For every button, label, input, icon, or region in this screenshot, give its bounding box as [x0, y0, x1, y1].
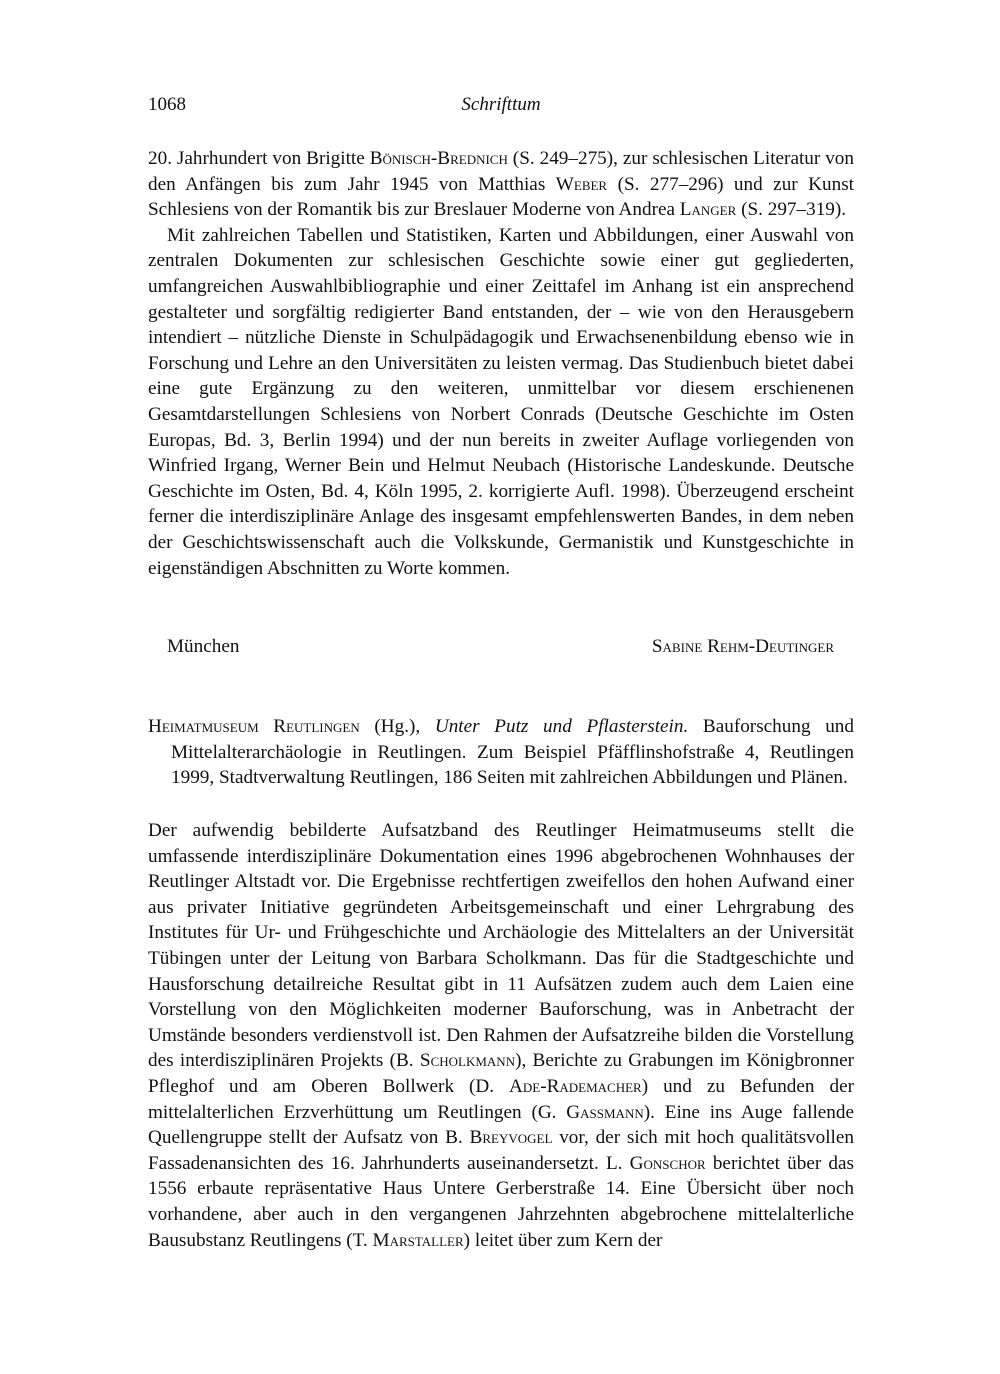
text-run: ), Berichte zu Grabungen im Königbronner Pfleghof und am Oberen Bollwerk (D. [148, 1050, 854, 1097]
review-1-paragraph-2: Mit zahlreichen Tabellen und Statistiken, Karten und Abbildungen, einer Auswahl von zentralen Dokumenten zur schlesischen Geschichte sowie einer gut gegliederten, umfangreichen Auswahlbibliographie und einer Zeittafel im Anhang ist ein ansprechend gestalteter und sorgfältig redigierter Band entstanden, der – wie von den Herausgebern intendiert – nützliche Dienste in Schulpädagogik und Erwachsenenbildung ebenso wie in Forschung und Lehre an den Universitäten zu leisten vermag. Das Studienbuch bietet dabei eine gute Ergänzung zu den weiteren, unmittelbar vor diesem erschienenen Gesamtdarstellungen Schlesiens von Norbert Conrads (Deutsche Geschichte im Osten Europas, Bd. 3, Berlin 1994) und der nun bereits in zweiter Auflage vorliegenden von Winfried Irgang, Werner Bein und Helmut Neubach (Historische Landeskunde. Deutsche Geschichte im Osten, Bd. 4, Köln 1995, 2. korrigierte Aufl. 1998). Überzeugend erscheint ferner die interdisziplinäre Anlage des insgesamt empfehlenswerten Bandes, in dem neben der Geschichtswissenschaft auch die Volkskunde, Germanistik und Kunstgeschichte in eigenständigen Abschnitten zu Worte kommen. [148, 224, 854, 579]
text-run: ). Eine ins Auge fallende Quellengruppe stellt der Aufsatz von B. [148, 1101, 854, 1149]
text-run: ) und zu Befunden der mittelalterlichen Erzverhüttung um Reutlingen (G. [148, 1075, 854, 1123]
text-run: Der aufwendig bebilderte Aufsatzband des Reutlinger Heimatmuseums stellt die umfassende interdisziplinäre Dokumentation eines 1996 abgebrochenen Wohnhauses der Reutlinger Altstadt vor. Die Ergebnisse rechtfertigen zweifellos den hohen Aufwand einer aus privater Initiative gegründeten Arbeitsgemeinschaft und einer Lehrgrabung des Institutes für Ur- und Frühgeschichte und Archäologie des Mittelalters an der Universität Tübingen unter der Leitung von Barbara Scholkmann. Das für die Stadtgeschichte und Hausforschung detailreiche Resultat gibt in 11 Aufsätzen zudem auch dem Laien eine Vorstellung von den Möglichkeiten moderner Bauforschung, was in Anbetracht der Umstände besonders verdienstvoll ist. Den Rahmen der Aufsatzreihe bilden die Vorstellung des interdisziplinären Projekts (B. [148, 820, 854, 1072]
text-run: (Hg.), [359, 716, 435, 737]
text-run: (S. 249–275), zur schlesischen Literatur von den Anfängen bis zum Jahr 1945 von Matthias [148, 148, 854, 195]
page-number: 1068 [148, 94, 186, 115]
author-name: Ade-Rademacher [509, 1075, 642, 1097]
text-run: ) leitet über zum Kern der [463, 1229, 663, 1251]
running-title: Schrifttum [461, 94, 541, 115]
book-title: Unter Putz und Pflasterstein. [434, 716, 689, 737]
author-name: Scholkmann [419, 1050, 516, 1072]
text-run: Bauforschung und Mittelalterarchäologie in Reutlingen. Zum Beispiel Pfäfflinshofstraße 4, Reutlingen 1999, Stadtverwaltung Reutlingen, 186 Seiten mit zahlreichen Abbildungen und Plänen. [171, 716, 854, 789]
page-header [148, 94, 854, 124]
author-name: Gonschor [629, 1152, 706, 1174]
text-run: (S. 277–296) und zur Kunst Schlesiens von der Romantik bis zur Breslauer Moderne von Andrea [148, 173, 854, 221]
review-2-text [148, 818, 854, 1253]
reviewer-place: München [167, 636, 240, 657]
text-run: vor, der sich mit hoch qualitätsvollen Fassadenansichten des 16. Jahrhunderts auseinandersetzt. L. [148, 1127, 854, 1174]
review-2-paragraph-1 [148, 818, 854, 1253]
author-name: Breyvogel [469, 1127, 553, 1149]
text-run: 20. Jahrhundert von Brigitte [148, 148, 370, 169]
author-name: Marstaller [372, 1229, 464, 1251]
editor-name: Heimatmuseum Reutlingen [148, 716, 360, 737]
author-name: Weber [555, 173, 608, 195]
review-1-paragraph-1 [148, 146, 854, 223]
review-1-signature [148, 636, 854, 662]
text-run: (S. 297–319). [736, 199, 847, 221]
reviewer-name: Sabine Rehm-Deutinger [651, 636, 834, 657]
review-1-text [148, 146, 854, 581]
text-run: berichtet über das 1556 erbaute repräsentative Haus Untere Gerberstraße 14. Eine Übersicht über noch vorhandene, aber auch in den vergangenen Jahrzehnten abgebrochene mittelalterliche Bausubstanz Reutlingens (T. [148, 1152, 854, 1251]
author-name: Langer [679, 199, 737, 221]
author-name: Gassmann [566, 1101, 644, 1123]
review-2-bibliographic-entry [148, 714, 854, 791]
author-name: Bönisch-Brednich [369, 148, 508, 169]
